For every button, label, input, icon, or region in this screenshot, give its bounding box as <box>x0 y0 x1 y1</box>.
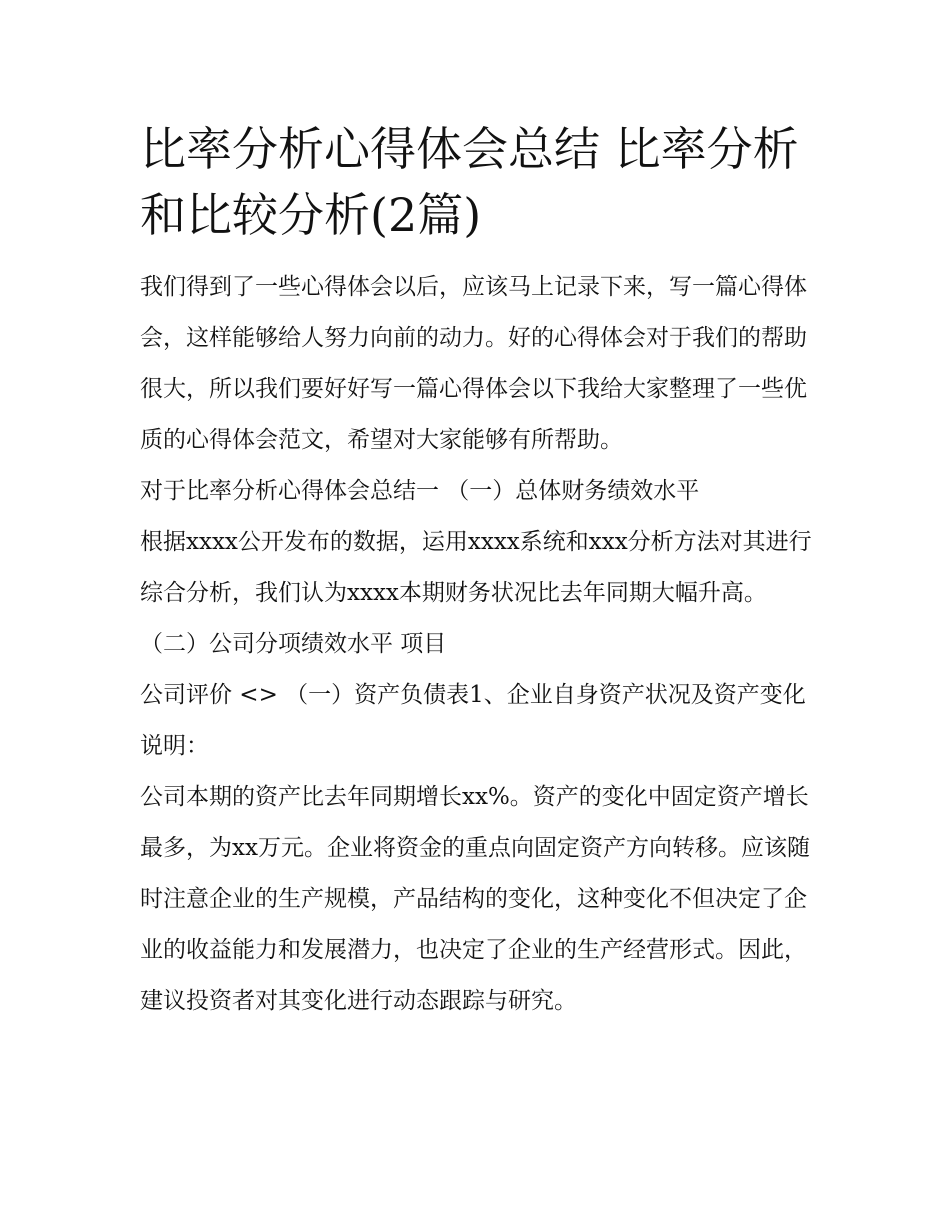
balance-sheet-paragraph: 公司评价 <> （一）资产负债表1、企业自身资产状况及资产变化说明： <box>140 682 806 759</box>
analysis-paragraph: 根据xxxx公开发布的数据，运用xxxx系统和xxx分析方法对其进行综合分析，我们认为xxxx本期财务状况比去年同期大幅升高。 （二）公司分项绩效水平 项目 <box>140 529 812 657</box>
asset-change-paragraph: 公司本期的资产比去年同期增长xx%。资产的变化中固定资产增长最多，为xx万元。企业将资金的重点向固定资产方向转移。应该随时注意企业的生产规模，产品结构的变化，这种变化不但决定了企业的收益能力和发展潜力，也决定了企业的生产经营形式。因此，建议投资者对其变化进行动态跟踪与研究。 <box>140 784 810 1014</box>
document-body <box>140 116 820 1027</box>
intro-paragraph: 我们得到了一些心得体会以后，应该马上记录下来，写一篇心得体会，这样能够给人努力向前的动力。好的心得体会对于我们的帮助很大，所以我们要好好写一篇心得体会以下我给大家整理了一些优质的心得体会范文，希望对大家能够有所帮助。 <box>140 274 807 453</box>
document-title: 比率分析心得体会总结 比率分析和比较分析(2篇) <box>140 122 799 242</box>
section-heading-paragraph: 对于比率分析心得体会总结一 （一）总体财务绩效水平 <box>140 478 700 504</box>
